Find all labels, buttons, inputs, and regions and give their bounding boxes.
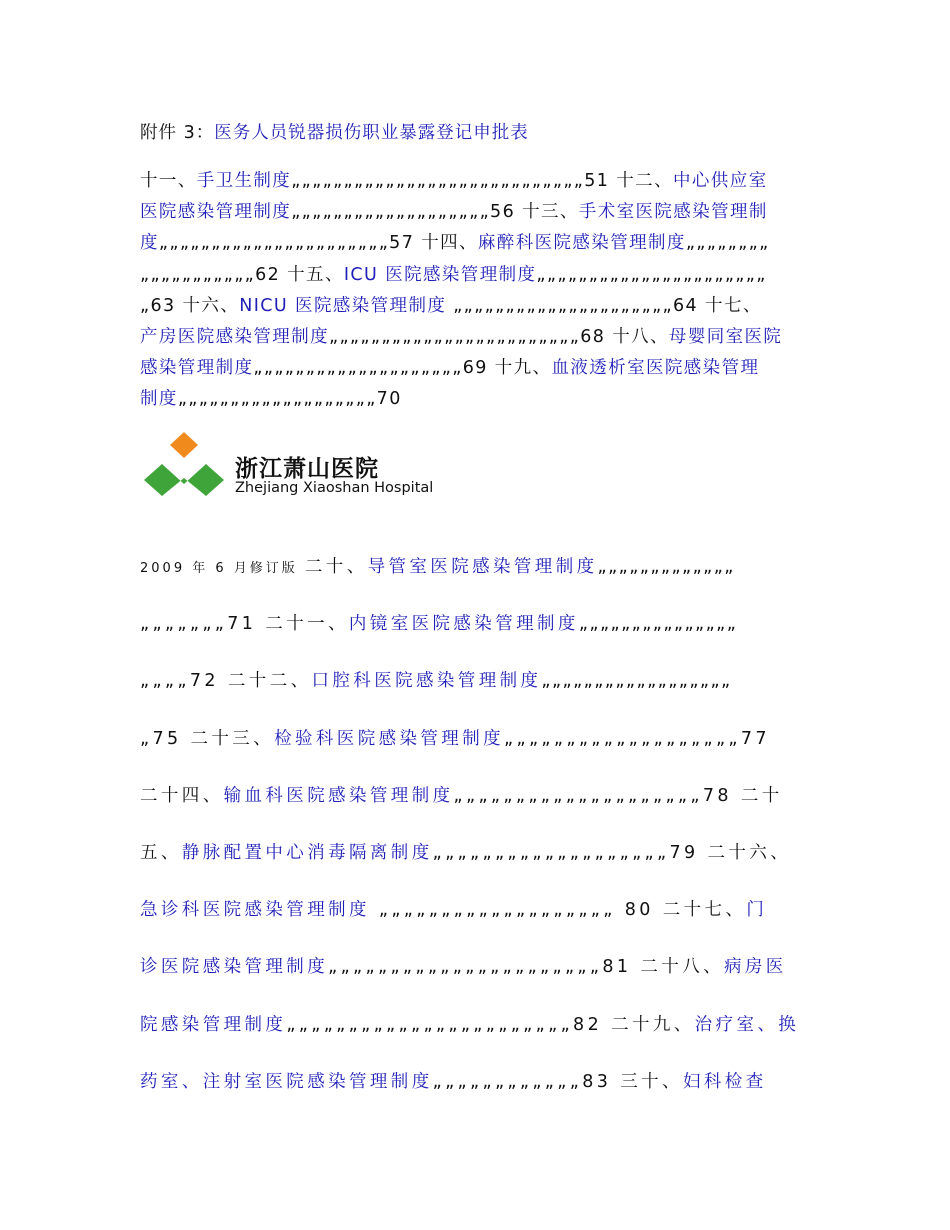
toc-leader-dots: „„„„„„„„„„„„„ <box>597 557 735 577</box>
hospital-logo <box>140 428 460 508</box>
toc-line <box>140 720 830 777</box>
toc-number-text: „„„„„„„„„„„„„„„„„„„„„„57 十四、 <box>158 233 478 254</box>
toc-entry-link[interactable]: 内镜室医院感染管理制度 <box>348 614 579 635</box>
toc-entry-link[interactable]: 感染管理制度 <box>140 358 254 379</box>
toc-line <box>140 834 830 891</box>
toc-entry-link[interactable]: 检验科医院感染管理制度 <box>274 728 505 749</box>
attachment-title-link[interactable]: 医务人员锐器损伤职业暴露登记申批表 <box>214 123 529 143</box>
toc-entry-link[interactable]: 病房医 <box>724 957 787 978</box>
toc-entry-link[interactable]: 制度 <box>140 389 178 410</box>
toc-line <box>140 228 820 259</box>
toc-entry-link[interactable]: 母婴同室医院 <box>668 326 783 347</box>
toc-line <box>140 548 830 605</box>
toc-line <box>140 605 830 662</box>
logo-orange-diamond <box>170 432 198 458</box>
logo-green-shape <box>144 464 224 496</box>
toc-number-text: „„„„„„„„ <box>685 233 770 254</box>
toc-number-text: 十一、 <box>140 171 197 191</box>
toc-number-text: „„„„„„„„„„„„83 三十、 <box>432 1071 683 1092</box>
toc-entry-link[interactable]: 药室、注射室医院感染管理制度 <box>140 1071 433 1092</box>
table-of-contents-part2 <box>140 548 830 1120</box>
toc-line <box>140 291 820 322</box>
toc-entry-link[interactable]: 手术室医院感染管理制 <box>578 202 768 223</box>
toc-entry-link[interactable]: 医院感染管理制度 <box>140 202 292 223</box>
toc-leader-dots: „„„„„„„„„„„„„„„„„„ <box>541 671 732 692</box>
toc-number-text: „„„„„„„„„„„„„„„„„„„„„„„„„„„„51 十二、 <box>291 171 673 191</box>
toc-entry-link[interactable]: 院感染管理制度 <box>140 1014 287 1035</box>
toc-entry-link[interactable]: 中心供应室 <box>673 171 768 191</box>
toc-number-text: „63 十六、 <box>140 295 240 316</box>
toc-number-text: „75 二十三、 <box>140 728 275 749</box>
toc-number-text: „„„„„„„„„„„„„„„„„„„79 二十六、 <box>432 842 792 863</box>
toc-number-text: „„„„„„„„„„„„„„„„„„„„78 二十 <box>453 785 783 806</box>
toc-entry-link[interactable]: ICU 医院感染管理制度 <box>343 264 537 285</box>
toc-entry-link[interactable]: 血液透析室医院感染管理 <box>551 358 760 379</box>
toc-number-text: 二十四、 <box>140 785 224 806</box>
toc-number-text: „„„„„„„„„„„„„„„„„„„„„„ <box>536 264 767 285</box>
toc-line <box>140 166 820 197</box>
toc-entry-link[interactable]: 治疗室、换 <box>694 1014 800 1035</box>
toc-number-text: „„„„„„„„„„„62 十五、 <box>140 264 344 285</box>
toc-number-text: „„„„„„„„„„„„„„„„„„„„69 十九、 <box>253 358 552 379</box>
toc-number-text: „„„„72 二十二、 <box>140 671 312 692</box>
toc-line <box>140 353 820 384</box>
toc-line <box>140 322 820 353</box>
toc-line <box>140 891 830 948</box>
toc-line <box>140 1006 830 1063</box>
toc-number-text: 五、 <box>140 842 182 863</box>
toc-entry-link[interactable]: 产房医院感染管理制度 <box>140 326 329 347</box>
toc-line <box>140 260 820 291</box>
toc-number-text: „„„„„„„„„„„„„„„„„„„ 80 二十七、 <box>378 900 747 921</box>
toc-number-text: „„„„„„„„„„„„„„„„„„„„„„„„68 十八、 <box>329 326 669 347</box>
toc-number-text: „„„„„„„„„„„„„„„„„„„56 十三、 <box>291 202 579 223</box>
toc-line <box>140 948 830 1005</box>
toc-entry-link[interactable]: NICU 医院感染管理制度 <box>239 295 454 316</box>
toc-line <box>140 384 820 415</box>
toc-number-text: 二十、 <box>304 557 368 577</box>
revision-note: 2009 年 6 月修订版 <box>140 561 305 576</box>
toc-line <box>140 777 830 834</box>
toc-entry-link[interactable]: 静脉配置中心消毒隔离制度 <box>181 842 433 863</box>
toc-number-text: „„„„„„„„„„„„„„„„„„„„„„81 二十八、 <box>328 957 724 978</box>
toc-line <box>140 662 830 719</box>
toc-entry-link[interactable]: 输血科医院感染管理制度 <box>223 785 454 806</box>
toc-line <box>140 197 820 228</box>
toc-entry-link[interactable]: 妇科检查 <box>682 1071 767 1092</box>
toc-entry-link[interactable]: 麻醉科医院感染管理制度 <box>477 233 686 254</box>
hospital-name-en: Zhejiang Xiaoshan Hospital <box>235 480 434 496</box>
toc-entry-link[interactable]: 度 <box>140 233 159 254</box>
toc-entry-link[interactable]: 急诊科医院感染管理制度 <box>140 900 379 921</box>
toc-entry-link[interactable]: 手卫生制度 <box>196 171 292 191</box>
attachment-heading <box>140 119 529 144</box>
toc-number-text: „„„„„„„71 二十一、 <box>140 614 349 635</box>
toc-number-text: „„„„„„„„„„„„„„„„„„„70 <box>177 389 402 410</box>
toc-number-text: „„„„„„„„„„„„„„„„„„„77 <box>504 728 770 749</box>
toc-number-text: „„„„„„„„„„„„„„„„„„„„„64 十七、 <box>453 295 762 316</box>
attachment-prefix: 附件 3： <box>140 123 215 143</box>
hospital-name-cn: 浙江萧山医院 <box>235 456 379 482</box>
table-of-contents-part1 <box>140 166 820 416</box>
toc-number-text: „„„„„„„„„„„„„„„„„„„„„„„82 二十九、 <box>286 1014 695 1035</box>
toc-entry-link[interactable]: 诊医院感染管理制度 <box>140 957 329 978</box>
toc-line <box>140 1063 830 1120</box>
toc-entry-link[interactable]: 门 <box>746 900 768 921</box>
hospital-logo-icon <box>140 428 230 508</box>
toc-leader-dots: „„„„„„„„„„„„„„„ <box>578 614 738 635</box>
toc-entry-link[interactable]: 口腔科医院感染管理制度 <box>311 671 542 692</box>
toc-entry-link[interactable]: 导管室医院感染管理制度 <box>367 557 598 577</box>
